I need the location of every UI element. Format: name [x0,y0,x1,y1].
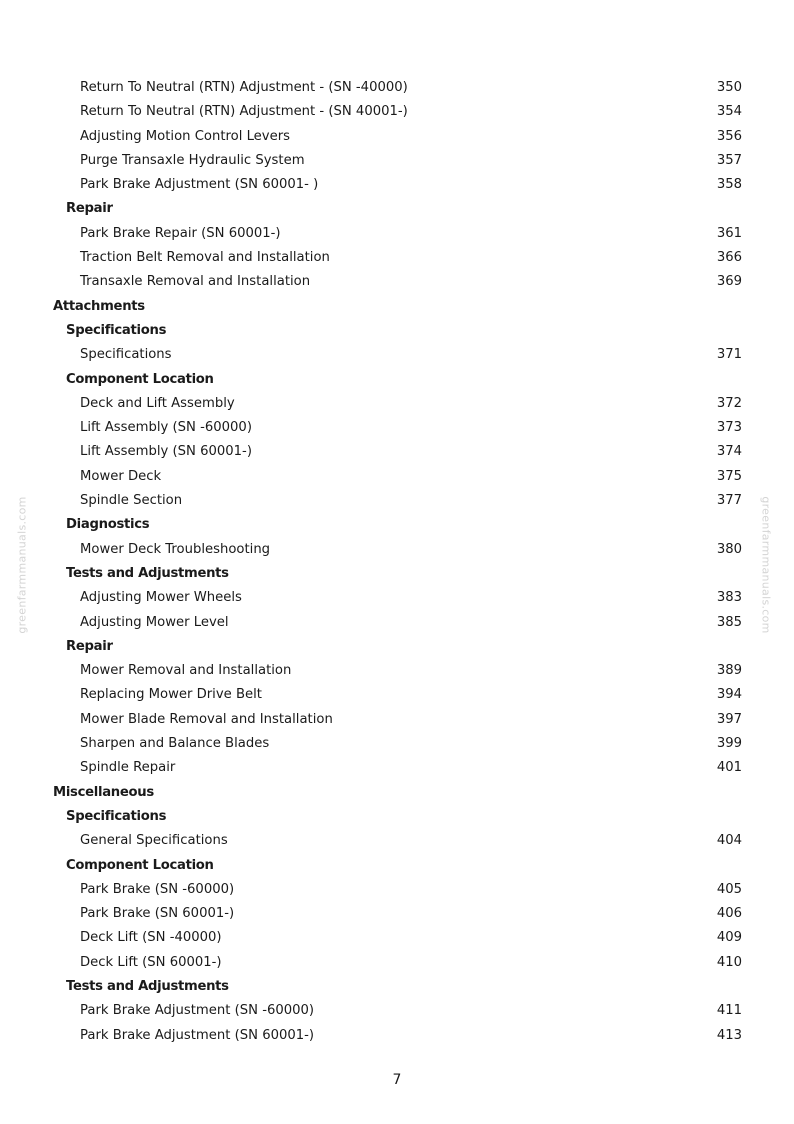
toc-entry[interactable] [0,732,794,756]
toc-subsection-heading [0,854,794,878]
toc-entry-label: Spindle Repair [80,760,176,776]
toc-entry[interactable] [0,902,794,926]
toc-entry-label: Sharpen and Balance Blades [80,736,270,752]
toc-entry[interactable] [0,708,794,732]
table-of-contents [0,76,794,1048]
toc-entry-label: Mower Removal and Installation [80,663,292,679]
toc-entry-label: Return To Neutral (RTN) Adjustment - (SN -40000) [80,80,408,95]
toc-subsection-heading [0,562,794,586]
toc-entry-page: 357 [716,152,742,168]
toc-entry-label: Specifications [66,322,167,338]
toc-entry-label: Purge Transaxle Hydraulic System [80,152,305,168]
toc-entry-page: 354 [716,104,742,120]
toc-entry-label: Mower Deck Troubleshooting [80,541,271,557]
toc-entry-label: Component Location [66,857,214,873]
toc-entry[interactable] [0,246,794,270]
toc-entry[interactable] [0,829,794,853]
watermark-right: greenfarmmanuals.com [759,496,773,634]
toc-entry-page: 409 [716,930,742,946]
toc-entry-page: 383 [716,590,742,606]
toc-entry-page: 399 [716,736,742,752]
toc-entry-label: Adjusting Mower Wheels [80,590,242,606]
toc-entry[interactable] [0,149,794,173]
toc-entry-page: 394 [716,687,742,703]
toc-entry-label: Deck and Lift Assembly [80,395,235,411]
toc-subsection-heading [0,197,794,221]
toc-entry-label: Specifications [80,347,172,363]
toc-entry-page: 397 [716,711,742,727]
toc-entry-page: 401 [716,760,742,776]
toc-entry-label: Park Brake Adjustment (SN 60001- ) [80,177,319,193]
toc-entry[interactable] [0,343,794,367]
toc-entry-label: Park Brake (SN 60001-) [80,906,235,922]
toc-entry[interactable] [0,173,794,197]
toc-entry[interactable] [0,951,794,975]
toc-entry-label: Return To Neutral (RTN) Adjustment - (SN 40001-) [80,104,408,120]
toc-entry-label: Transaxle Removal and Installation [80,274,311,290]
toc-entry[interactable] [0,611,794,635]
toc-entry-label: Component Location [66,371,214,387]
toc-entry[interactable] [0,76,794,100]
toc-entry[interactable] [0,926,794,950]
toc-entry-label: Adjusting Motion Control Levers [80,128,291,144]
toc-entry-page: 385 [716,614,742,630]
toc-entry-label: Replacing Mower Drive Belt [80,687,262,703]
toc-entry[interactable] [0,878,794,902]
toc-entry-label: Diagnostics [66,517,150,533]
toc-entry-label: General Specifications [80,833,228,849]
toc-entry-label: Deck Lift (SN -40000) [80,930,222,946]
toc-subsection-heading [0,635,794,659]
toc-entry[interactable] [0,222,794,246]
toc-subsection-heading [0,805,794,829]
toc-entry-page: 380 [716,541,742,557]
toc-entry-label: Park Brake (SN -60000) [80,881,235,897]
toc-entry-label: Deck Lift (SN 60001-) [80,954,222,970]
toc-entry[interactable] [0,659,794,683]
toc-entry-page: 405 [716,881,742,897]
toc-entry[interactable] [0,465,794,489]
toc-entry-label: Lift Assembly (SN -60000) [80,420,252,436]
toc-entry-label: Attachments [53,298,145,314]
page-number: 7 [392,1072,402,1088]
toc-entry-page: 413 [716,1027,742,1043]
toc-entry-page: 356 [716,128,742,144]
toc-entry-page: 374 [716,444,742,460]
toc-entry-page: 372 [716,395,742,411]
toc-entry-page: 350 [716,80,742,95]
toc-entry[interactable] [0,440,794,464]
toc-subsection-heading [0,368,794,392]
toc-entry-page: 406 [716,906,742,922]
toc-entry-label: Tests and Adjustments [66,978,229,994]
toc-entry-page: 373 [716,420,742,436]
toc-entry-page: 410 [716,954,742,970]
toc-entry-label: Mower Blade Removal and Installation [80,711,333,727]
watermark-left: greenfarmmanuals.com [15,496,29,634]
toc-entry-label: Lift Assembly (SN 60001-) [80,444,252,460]
toc-entry-page: 369 [716,274,742,290]
toc-entry-label: Specifications [66,808,167,824]
toc-entry-label: Adjusting Mower Level [80,614,229,630]
toc-entry-page: 389 [716,663,742,679]
toc-entry-label: Spindle Section [80,493,183,509]
toc-entry[interactable] [0,489,794,513]
toc-section-heading [0,781,794,805]
toc-entry-label: Mower Deck [80,468,162,484]
toc-entry[interactable] [0,270,794,294]
toc-entry-page: 411 [716,1003,742,1019]
toc-subsection-heading [0,975,794,999]
toc-entry-label: Tests and Adjustments [66,565,229,581]
toc-entry[interactable] [0,999,794,1023]
toc-entry-label: Repair [66,201,113,217]
toc-entry[interactable] [0,586,794,610]
toc-entry[interactable] [0,683,794,707]
toc-entry-label: Park Brake Repair (SN 60001-) [80,225,281,241]
toc-entry-page: 366 [716,250,742,266]
toc-entry[interactable] [0,392,794,416]
toc-entry[interactable] [0,1024,794,1048]
toc-entry[interactable] [0,125,794,149]
toc-entry-label: Park Brake Adjustment (SN 60001-) [80,1027,315,1043]
toc-subsection-heading [0,513,794,537]
toc-entry-label: Park Brake Adjustment (SN -60000) [80,1003,315,1019]
toc-entry-page: 358 [716,177,742,193]
toc-entry-page: 371 [716,347,742,363]
toc-entry[interactable] [0,538,794,562]
toc-entry-page: 377 [716,493,742,509]
toc-subsection-heading [0,319,794,343]
toc-entry-page: 375 [716,468,742,484]
toc-entry-page: 361 [716,225,742,241]
toc-entry[interactable] [0,756,794,780]
toc-section-heading [0,295,794,319]
toc-entry-label: Repair [66,638,113,654]
toc-entry-page: 404 [716,833,742,849]
toc-entry-label: Miscellaneous [53,784,154,800]
toc-entry[interactable] [0,100,794,124]
toc-entry-label: Traction Belt Removal and Installation [80,250,330,266]
toc-entry[interactable] [0,416,794,440]
